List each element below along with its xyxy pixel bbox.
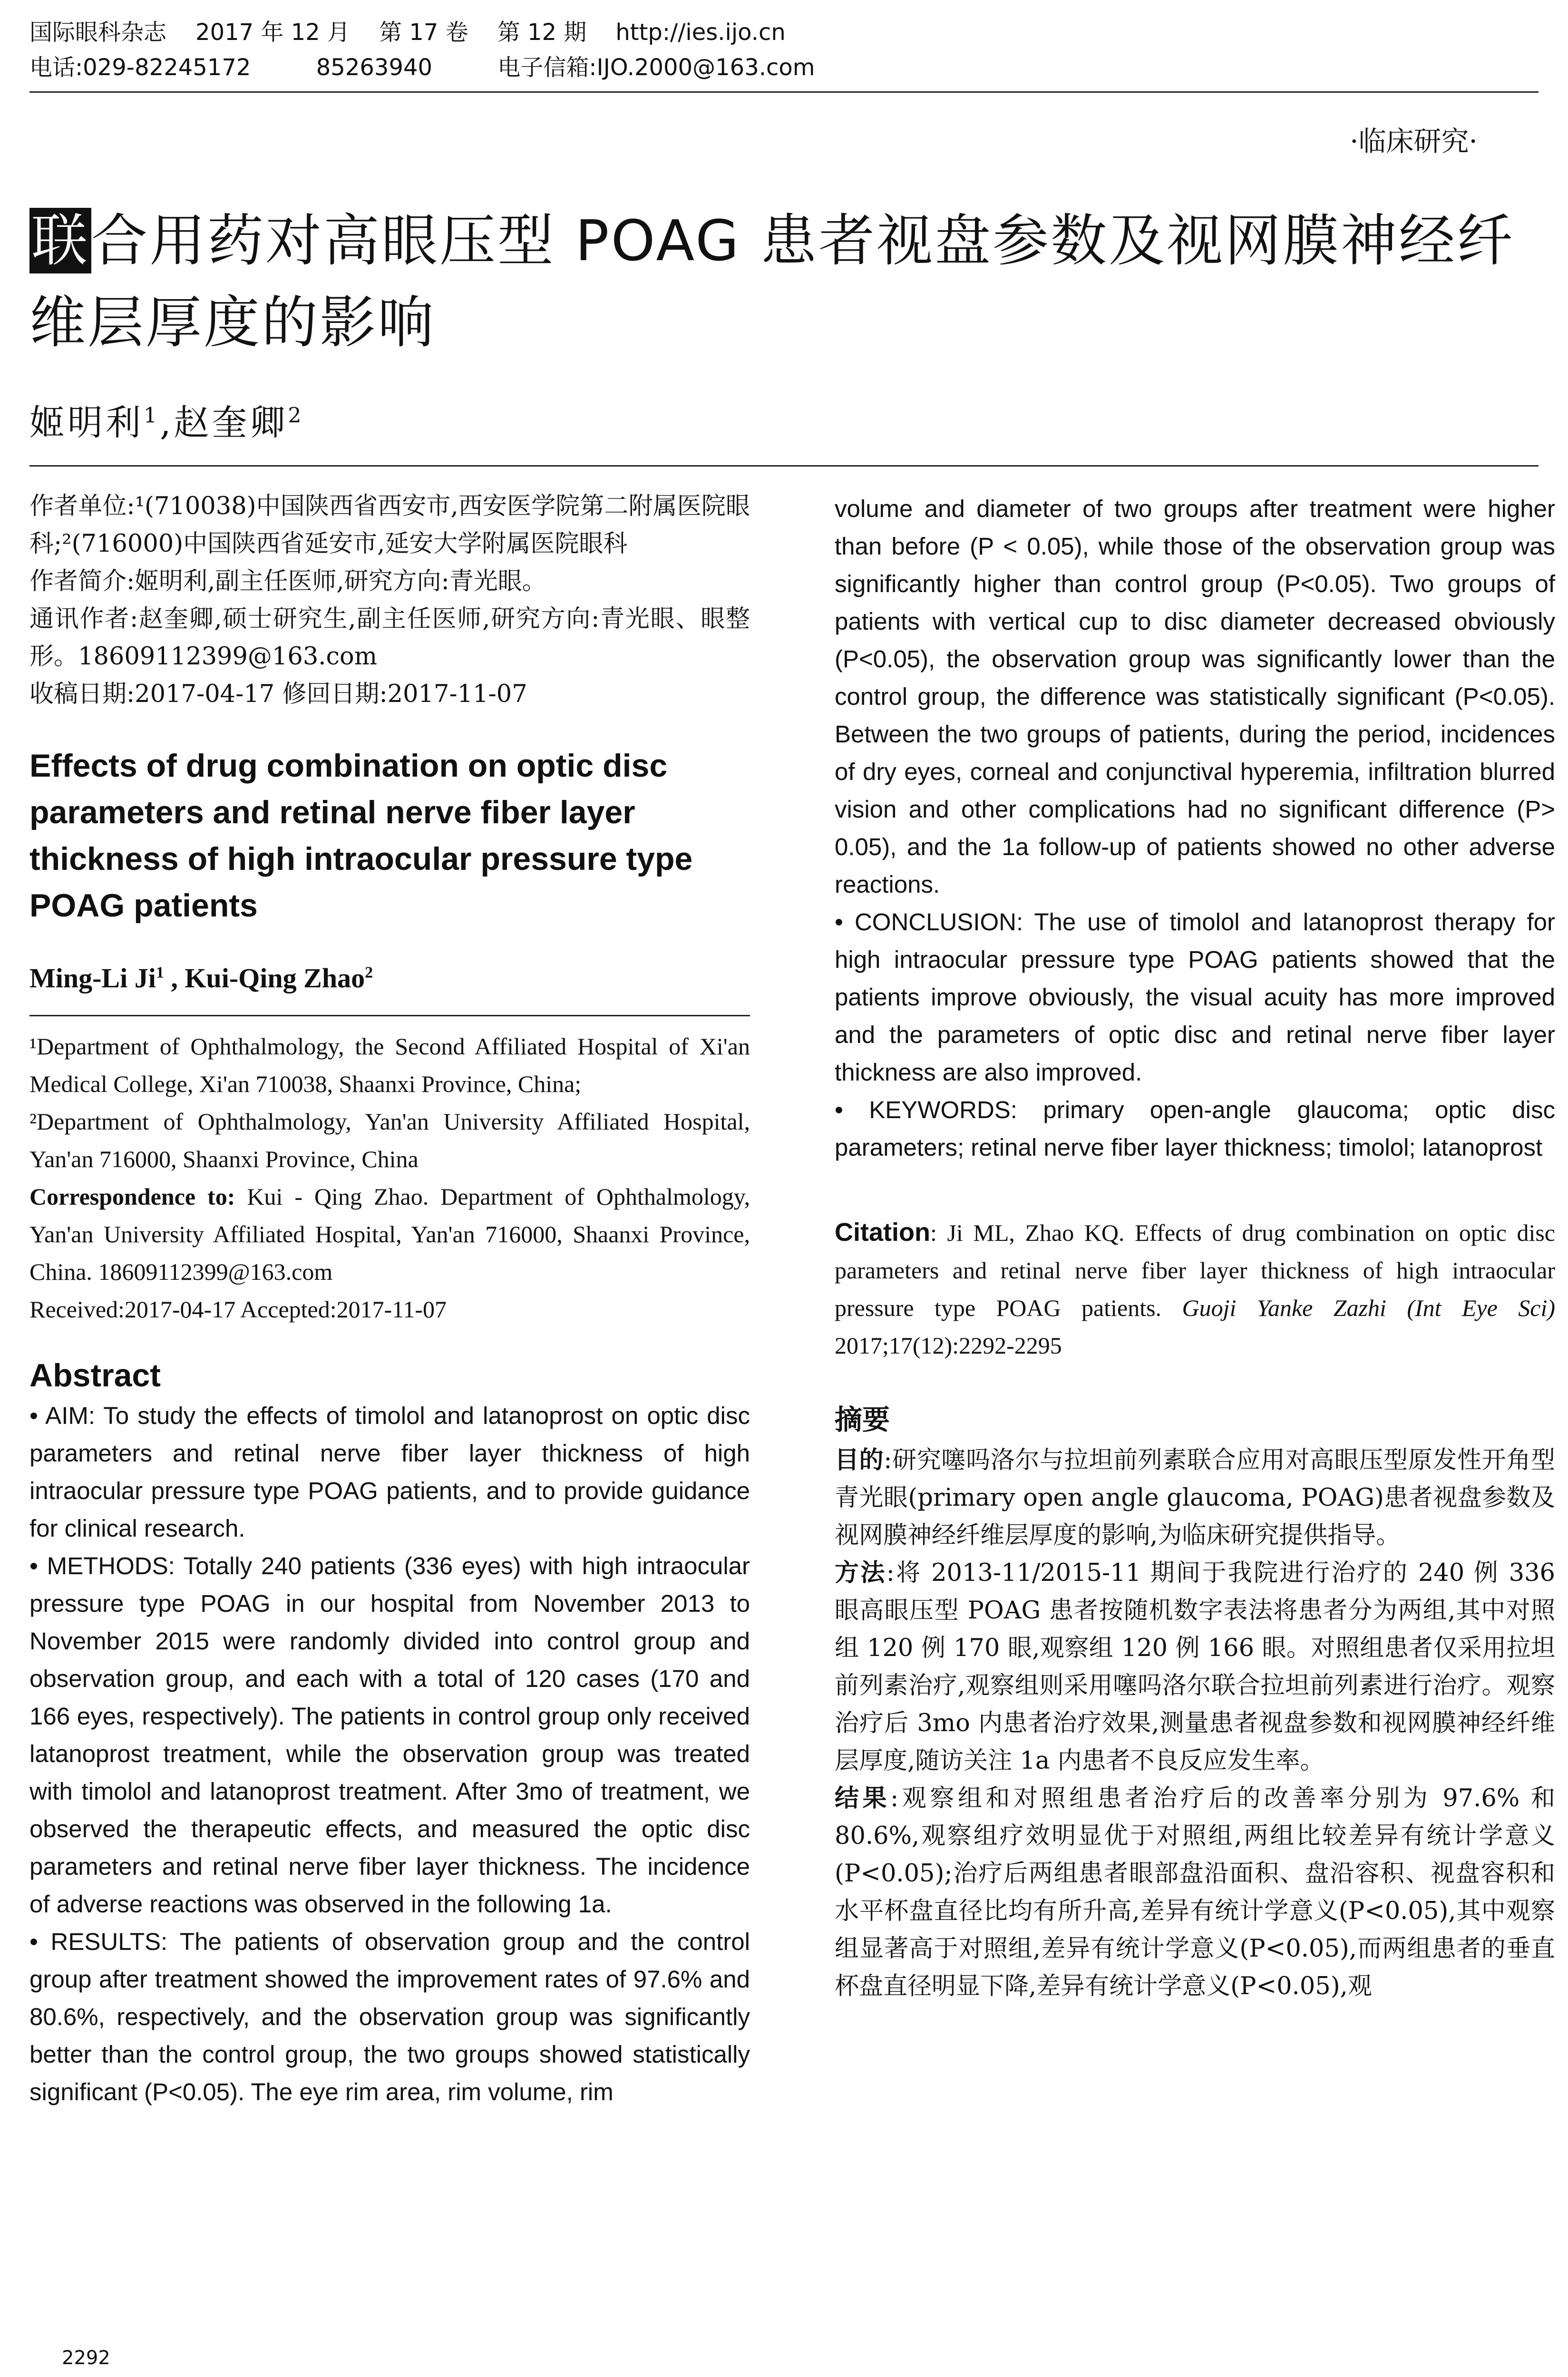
- citation-text: : Ji ML, Zhao KQ. Effects of drug combination on optic disc parameters and retinal nerve fiber layer thickness of high intraocular pressure type POAG patients.: [835, 1219, 1555, 1321]
- cn-aim-text: :研究噻吗洛尔与拉坦前列素联合应用对高眼压型原发性开角型青光眼(primary open angle glaucoma, POAG)患者视盘参数及视网膜神经纤维层厚度的影响,为临床研究提供指导。: [835, 1446, 1555, 1549]
- author-2-en: Kui-Qing Zhao: [185, 963, 365, 994]
- abstract-methods: • METHODS: Totally 240 patients (336 eyes) with high intraocular pressure type POAG in our hospital from November 2013 to November 2015 were randomly divided into control group and observation group, and each with a total of 120 cases (170 and 166 eyes, respectively). The patients in control group only received latanoprost treatment, while the observation group was treated with timolol and latanoprost treatment. After 3mo of treatment, we observed the therapeutic effects, and measured the optic disc parameters and retinal nerve fiber layer thickness. The incidence of adverse reactions was observed in the following 1a.: [29, 1552, 750, 1918]
- citation-tail: 2017;17(12):2292-2295: [835, 1332, 1062, 1359]
- abstract-heading: Abstract: [29, 1357, 161, 1393]
- cn-aim-label: 目的: [835, 1446, 884, 1474]
- correspondence-text: Kui - Qing Zhao. Department of Ophthalmology, Yan'an University Affiliated Hospital, Yan'an 716000, Shaanxi Province, China. 18609112399@163.com: [29, 1183, 750, 1285]
- citation: [835, 1214, 1555, 1364]
- author-1-cn: 姬明利: [29, 402, 144, 443]
- citation-journal: Guoji Yanke Zazhi (Int Eye Sci): [1182, 1295, 1555, 1321]
- author-2-en-sup: 2: [365, 964, 373, 982]
- received-accepted: Received:2017-04-17 Accepted:2017-11-07: [29, 1296, 447, 1323]
- authors-rule: [29, 465, 1539, 467]
- affiliation-1: ¹Department of Ophthalmology, the Second Affiliated Hospital of Xi'an Medical College, Xi'an 710038, Shaanxi Province, China;: [29, 1033, 750, 1097]
- cn-results-text: :观察组和对照组患者治疗后的改善率分别为 97.6% 和 80.6%,观察组疗效明显优于对照组,两组比较差异有统计学意义(P<0.05);治疗后两组患者眼部盘沿面积、盘沿容积、视盘容积和水平杯盘直径比均有所升高,差异有统计学意义(P<0.05),其中观察组显著高于对照组,差异有统计学意义(P<0.05),而两组患者的垂直杯盘直径明显下降,差异有统计学意义(P<0.05),观: [835, 1784, 1555, 2000]
- header-rule: [29, 91, 1539, 93]
- cn-abstract-results: [835, 1780, 1555, 2005]
- cn-methods-text: :将 2013-11/2015-11 期间于我院进行治疗的 240 例 336 眼高眼压型 POAG 患者按随机数字表法将患者分为两组,其中对照组 120 例 170 眼,观察组 120 例 166 眼。对照组患者仅采用拉坦前列素治疗,观察组则采用噻吗洛尔联合拉坦前列素进行治疗。观察治疗后 3mo 内患者治疗效果,测量患者视盘参数和视网膜神经纤维层厚度,随访关注 1a 内患者不良反应发生率。: [835, 1559, 1555, 1775]
- affiliation-rule: [29, 1015, 750, 1016]
- author-intro: 作者简介:姬明利,副主任医师,研究方向:青光眼。: [29, 567, 546, 595]
- author-1-en-sup: 1: [156, 964, 164, 982]
- affiliation-2: ²Department of Ophthalmology, Yan'an University Affiliated Hospital, Yan'an 716000, Shaanxi Province, China: [29, 1108, 750, 1172]
- abstract-results: • RESULTS: The patients of observation group and the control group after treatment showed the improvement rates of 97.6% and 80.6%, respectively, and the observation group was significantly better than the control group, the two groups showed statistically significant (P<0.05). The eye rim area, rim volume, rim: [29, 1928, 750, 2105]
- abstract-results-cont: volume and diameter of two groups after treatment were higher than before (P < 0.05), while those of the observation group was significantly higher than control group (P<0.05). Two groups of patients with vertical cup to disc diameter decreased obviously (P<0.05), the observation group was significantly lower than the control group, the difference was statistically significant (P<0.05). Between the two groups of patients, during the period, incidences of dry eyes, corneal and conjunctival hyperemia, infiltration blurred vision and other complications had no significant difference (P> 0.05), and the 1a follow-up of patients showed no other adverse reactions.: [835, 495, 1555, 898]
- title-text: 合用药对高眼压型 POAG 患者视盘参数及视网膜神经纤维层厚度的影响: [29, 208, 1515, 355]
- correspondence-label: Correspondence to:: [29, 1183, 235, 1210]
- page-number: 2292: [62, 2347, 110, 2369]
- journal-header-line1: 国际眼科杂志 2017 年 12 月 第 17 卷 第 12 期 http://ies.ijo.cn: [29, 19, 786, 46]
- article-title: [29, 200, 1542, 363]
- right-column: [835, 490, 1555, 2005]
- author-2-sup: 2: [288, 403, 304, 428]
- author-unit: 作者单位:¹(710038)中国陕西省西安市,西安医学院第二附属医院眼科;²(716000)中国陕西省延安市,延安大学附属医院眼科: [29, 492, 750, 558]
- cn-abstract-methods: [835, 1554, 1555, 1780]
- section-tag: ·临床研究·: [1350, 125, 1478, 157]
- abstract-keywords: • KEYWORDS: primary open-angle glaucoma; optic disc parameters; retinal nerve fiber layer thickness; timolol; latanoprost: [835, 1096, 1555, 1161]
- cn-methods-label: 方法: [835, 1559, 886, 1587]
- authors-cn: [29, 395, 304, 445]
- english-title: Effects of drug combination on optic disc parameters and retinal nerve fiber layer thickness of high intraocular pressure type POAG patients: [29, 748, 693, 924]
- abstract-aim: • AIM: To study the effects of timolol and latanoprost on optic disc parameters and retinal nerve fiber layer thickness of high intraocular pressure type POAG patients, and to provide guidance for clinical research.: [29, 1402, 750, 1542]
- author-sep: ,: [160, 402, 174, 443]
- author-1-sup: 1: [144, 403, 160, 428]
- cn-results-label: 结果: [835, 1784, 891, 1812]
- author-en-sep: ,: [164, 963, 185, 994]
- citation-label: Citation: [835, 1218, 930, 1247]
- journal-header-line2: 电话:029-82245172 85263940 电子信箱:IJO.2000@163.com: [29, 54, 815, 81]
- author-1-en: Ming-Li Ji: [29, 963, 156, 994]
- authors-en: [29, 962, 750, 994]
- abstract-conclusion: • CONCLUSION: The use of timolol and latanoprost therapy for high intraocular pressure type POAG patients showed that the patients improve obviously, the visual acuity has more improved and the parameters of optic disc and retinal nerve fiber layer thickness are also improved.: [835, 908, 1555, 1086]
- title-initial-char: 联: [29, 208, 91, 273]
- corresponding-author: 通讯作者:赵奎卿,硕士研究生,副主任医师,研究方向:青光眼、眼整形。18609112399@163.com: [29, 605, 750, 671]
- left-column: [29, 487, 750, 2111]
- received-dates-cn: 收稿日期:2017-04-17 修回日期:2017-11-07: [29, 680, 527, 708]
- correspondence: [29, 1178, 750, 1291]
- author-2-cn: 赵奎卿: [174, 402, 288, 443]
- cn-abstract-aim: [835, 1442, 1555, 1554]
- cn-abstract-heading: 摘要: [835, 1403, 890, 1436]
